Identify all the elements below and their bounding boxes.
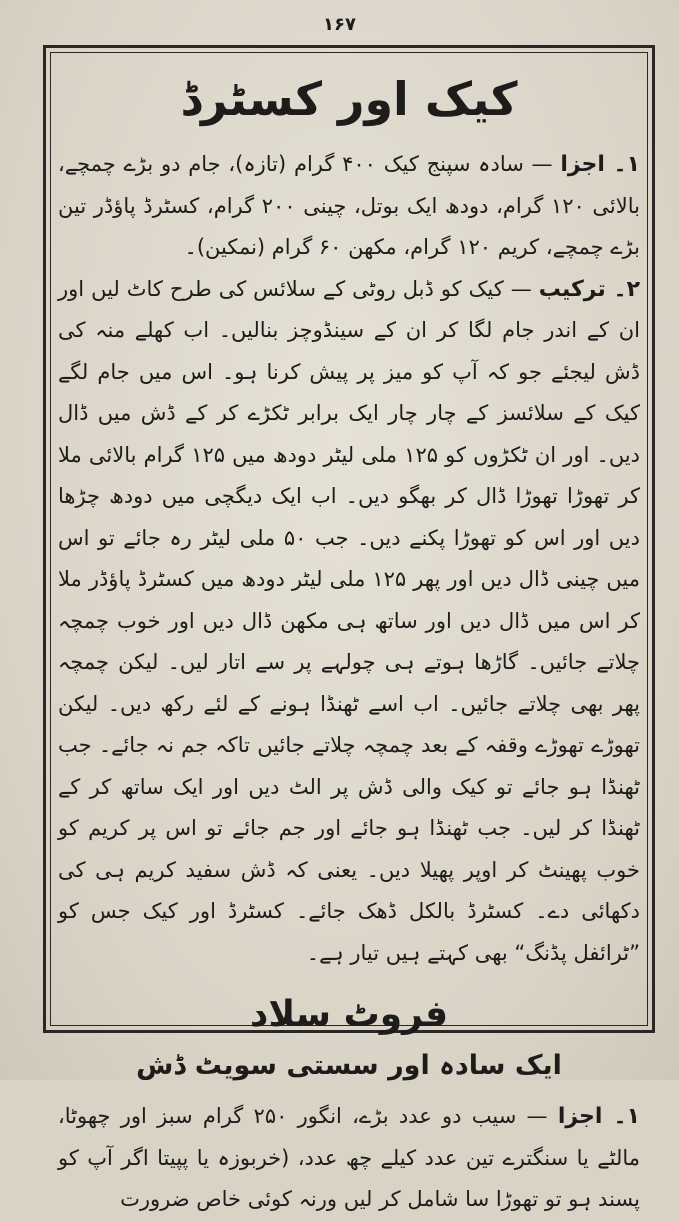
fruit-ingredients-text: — سیب دو عدد بڑے، انگور ۲۵۰ گرام سبز اور چھوٹا، مالٹے یا سنگترے تین عدد کیلے چھ عدد، (خربوزہ یا پپیتا اگر آپ کو پسند ہو تو تھوڑا سا شامل کر لیں ورنہ کوئی خاص ضرورت <box>58 1104 640 1211</box>
method-label: ۲۔ ترکیب <box>538 276 640 302</box>
ingredients-text: — سادہ سپنج کیک ۴۰۰ گرام (تازہ)، جام دو بڑے چمچے، بالائی ۱۲۰ گرام، دودھ ایک بوتل، چینی ۲۰۰ گرام، کسٹرڈ پاؤڈر تین بڑے چمچے، کریم ۱۲۰ گرام، مکھن ۶۰ گرام (نمکین)۔ <box>58 152 640 259</box>
ingredients-label: ۱۔ اجزا <box>560 152 640 177</box>
method-text: — کیک کو ڈبل روٹی کے سلائس کی طرح کاٹ لیں اور ان کے اندر جام لگا کر ان کے سینڈوچز بنالیں۔ اب کھلے منہ کی ڈش لیجئے جو کہ آپ کو میز پر پیش کرنا ہو۔ اس میں جام لگے کیک کے سلائسز کے چار چار ایک برابر ٹکڑے کر کے ڈش میں ڈال دیں۔ اور ان ٹکڑوں کو ۱۲۵ ملی لیٹر دودھ میں ۱۲۵ گرام بالائی ملا کر تھوڑا تھوڑا ڈال کر بھگو دیں۔ اب ایک دیگچی میں دودھ چڑھا دیں اور اس کو تھوڑا پکنے دیں۔ جب ۵۰ ملی لیٹر رہ جائے تو اس میں چینی ڈال دیں اور پھر ۱۲۵ ملی لیٹر دودھ میں کسٹرڈ پاؤڈر ملا کر اس میں ڈال دیں اور ساتھ ہی مکھن ڈال دیں اور خوب چمچہ چلاتے جائیں۔ گاڑھا ہوتے ہی چولہے پر سے اتار لیں۔ لیکن چمچہ پھر بھی چلاتے جائیں۔ اب اسے ٹھنڈا ہونے کے لئے رکھ دیں۔ لیکن تھوڑے تھوڑے وقفہ کے بعد چمچہ چلاتے جائیں تاکہ جم نہ جائے۔ جب ٹھنڈا ہو جائے تو کیک والی ڈش پر الٹ دیں اور ایک ساتھ کر کے ٹھنڈا کر لیں۔ جب ٹھنڈا ہو جائے اور جم جائے تو اس پر کریم کو خوب پھینٹ کر اوپر پھیلا دیں۔ یعنی کہ ڈش سفید کریم ہی کی دکھائی دے۔ کسٹرڈ بالکل ڈھک جائے۔ کسٹرڈ اور کیک جس کو ”ٹرائفل پڈنگ“ بھی کہتے ہیں تیار ہے۔ <box>58 276 640 965</box>
fruit-ingredients-paragraph <box>58 1096 640 1221</box>
page-content <box>58 62 640 1211</box>
recipe-subtitle: ایک سادہ اور سستی سویٹ ڈش <box>136 1050 562 1081</box>
recipe-title-fruit-salad: فروٹ سلاد <box>249 994 449 1035</box>
fruit-ingredients-label: ۱۔ اجزا <box>557 1104 640 1129</box>
ingredients-paragraph <box>58 144 640 269</box>
method-paragraph <box>58 269 640 975</box>
recipe-title-cake-custard: کیک اور کسٹرڈ <box>180 72 518 126</box>
page-number: ۱۶۷ <box>323 14 356 35</box>
